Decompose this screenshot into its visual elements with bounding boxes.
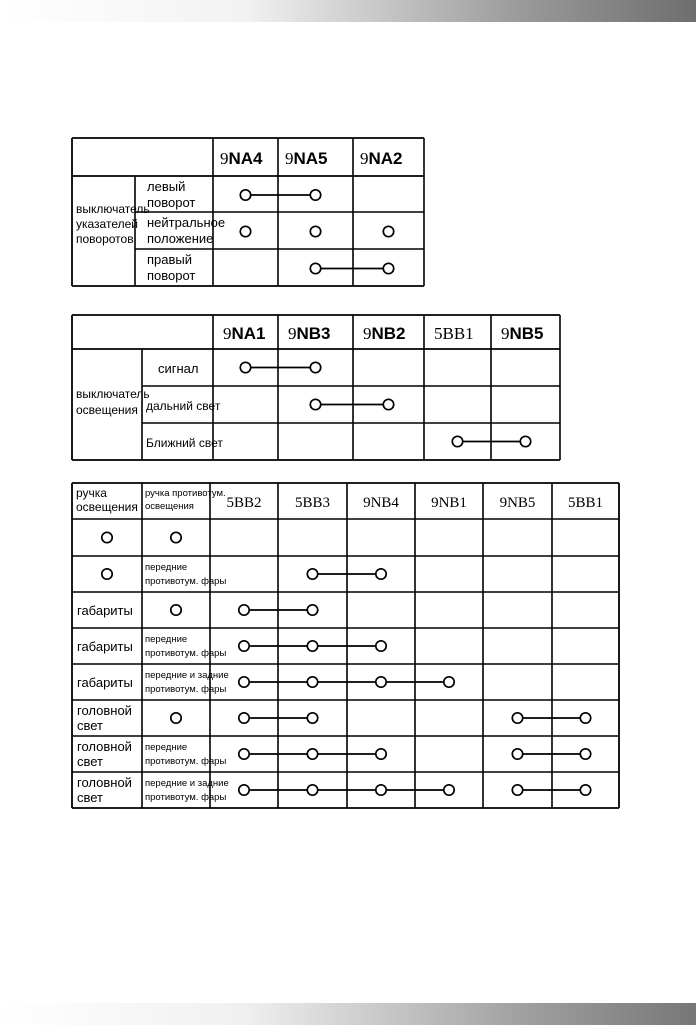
contact-circle-icon xyxy=(512,785,522,795)
contact-circle-icon xyxy=(239,677,249,687)
contact-circle-icon xyxy=(580,749,590,759)
contact-circle-icon xyxy=(383,226,393,236)
contact-circle-icon xyxy=(580,713,590,723)
contact-circle-icon xyxy=(307,749,317,759)
row-label: Ближний свет xyxy=(146,436,223,450)
contact-circle-icon xyxy=(444,785,454,795)
header-code: 5BB1 xyxy=(434,324,474,343)
row-left-label: свет xyxy=(77,718,104,733)
corner-header-left: освещения xyxy=(76,500,138,514)
header-prefix: 9 xyxy=(288,324,297,343)
column-header-na4 xyxy=(220,149,263,168)
table-light-control-knob xyxy=(72,483,619,808)
contact-circle-icon xyxy=(452,436,462,446)
table-lighting-switch xyxy=(72,315,560,460)
row-right-label: передние и задние xyxy=(145,778,229,789)
header-code: NA4 xyxy=(228,149,263,168)
contact-circle-icon xyxy=(376,641,386,651)
column-header-5bb2: 5BB2 xyxy=(226,495,262,511)
row-right-label: противотум. фары xyxy=(145,756,227,767)
contact-circle-icon xyxy=(240,362,250,372)
contact-circle-icon xyxy=(307,641,317,651)
group-label: освещения xyxy=(76,403,138,417)
contact-circle-icon xyxy=(240,226,250,236)
corner-header-left: ручка xyxy=(76,486,107,500)
header-code: NB2 xyxy=(371,324,406,343)
contact-circle-icon xyxy=(376,749,386,759)
contact-circle-icon xyxy=(376,569,386,579)
column-header-na5 xyxy=(285,149,328,168)
contact-circle-icon xyxy=(310,190,320,200)
contact-circle-icon xyxy=(307,677,317,687)
header-code: NA5 xyxy=(293,149,328,168)
column-header-nb3 xyxy=(288,324,331,343)
contact-circle-icon xyxy=(239,713,249,723)
row-right-label: передние xyxy=(145,634,188,645)
contact-circle-icon xyxy=(444,677,454,687)
row-left-label: головной xyxy=(77,739,132,754)
row-label: правый xyxy=(147,252,193,267)
row-label: поворот xyxy=(147,195,196,210)
contact-circle-icon xyxy=(376,677,386,687)
column-header-9nb4: 9NB4 xyxy=(363,495,399,511)
header-code: NB3 xyxy=(296,324,331,343)
row-left-label: свет xyxy=(77,754,104,769)
header-prefix: 9 xyxy=(285,149,294,168)
corner-header-right: освещения xyxy=(145,501,194,512)
contact-circle-icon xyxy=(383,399,393,409)
fog-off-icon xyxy=(171,532,181,542)
contact-circle-icon xyxy=(239,641,249,651)
row-left-label: головной xyxy=(77,703,132,718)
fog-off-icon xyxy=(171,605,181,615)
contact-circle-icon xyxy=(310,399,320,409)
contact-circle-icon xyxy=(307,713,317,723)
row-label: положение xyxy=(147,231,214,246)
group-label: поворотов xyxy=(76,232,134,246)
contact-circle-icon xyxy=(239,785,249,795)
row-label: сигнал xyxy=(158,361,199,376)
row-right-label: передние и задние xyxy=(145,670,229,681)
row-left-label: габариты xyxy=(77,603,133,618)
row-right-label: противотум. фары xyxy=(145,792,227,803)
contact-circle-icon xyxy=(376,785,386,795)
contact-circle-icon xyxy=(310,362,320,372)
corner-header-right: ручка противотум. xyxy=(145,488,226,499)
row-right-label: противотум. фары xyxy=(145,648,227,659)
contact-circle-icon xyxy=(310,226,320,236)
contact-circle-icon xyxy=(512,749,522,759)
column-header-nb2 xyxy=(363,324,406,343)
knob-off-icon xyxy=(102,569,112,579)
header-code: NA2 xyxy=(368,149,403,168)
fog-off-icon xyxy=(171,713,181,723)
contact-circle-icon xyxy=(520,436,530,446)
header-prefix: 9 xyxy=(363,324,372,343)
contact-circle-icon xyxy=(239,605,249,615)
header-prefix: 9 xyxy=(223,324,232,343)
column-header-nb5 xyxy=(501,324,544,343)
header-prefix: 9 xyxy=(360,149,369,168)
header-code: NB5 xyxy=(509,324,544,343)
row-left-label: свет xyxy=(77,790,104,805)
row-right-label: передние xyxy=(145,742,188,753)
row-label: дальний свет xyxy=(146,399,221,413)
header-code: NA1 xyxy=(231,324,266,343)
contact-circle-icon xyxy=(307,605,317,615)
column-header-9nb5: 9NB5 xyxy=(499,495,536,511)
contact-circle-icon xyxy=(383,263,393,273)
contact-circle-icon xyxy=(580,785,590,795)
column-header-5bb1 xyxy=(434,324,474,343)
group-label: указателей xyxy=(76,217,138,231)
row-left-label: габариты xyxy=(77,639,133,654)
row-label: поворот xyxy=(147,268,196,283)
group-label: выключатель xyxy=(76,387,150,401)
row-right-label: противотум. фары xyxy=(145,576,227,587)
row-label: нейтральное xyxy=(147,215,226,230)
table-turn-signal-switch xyxy=(72,138,424,286)
group-label: выключатель xyxy=(76,202,150,216)
contact-circle-icon xyxy=(307,569,317,579)
contact-circle-icon xyxy=(307,785,317,795)
row-left-label: головной xyxy=(77,775,132,790)
header-prefix: 9 xyxy=(220,149,229,168)
column-header-na1 xyxy=(223,324,266,343)
row-label: левый xyxy=(147,179,186,194)
contact-circle-icon xyxy=(310,263,320,273)
column-header-na2 xyxy=(360,149,403,168)
contact-circle-icon xyxy=(512,713,522,723)
column-header-9nb1: 9NB1 xyxy=(431,495,467,511)
knob-off-icon xyxy=(102,532,112,542)
contact-circle-icon xyxy=(240,190,250,200)
contact-circle-icon xyxy=(239,749,249,759)
row-left-label: габариты xyxy=(77,675,133,690)
column-header-5bb3: 5BB3 xyxy=(294,495,331,511)
header-prefix: 9 xyxy=(501,324,510,343)
column-header-5bb1: 5BB1 xyxy=(567,495,604,511)
row-right-label: передние xyxy=(145,562,188,573)
row-right-label: противотум. фары xyxy=(145,684,227,695)
